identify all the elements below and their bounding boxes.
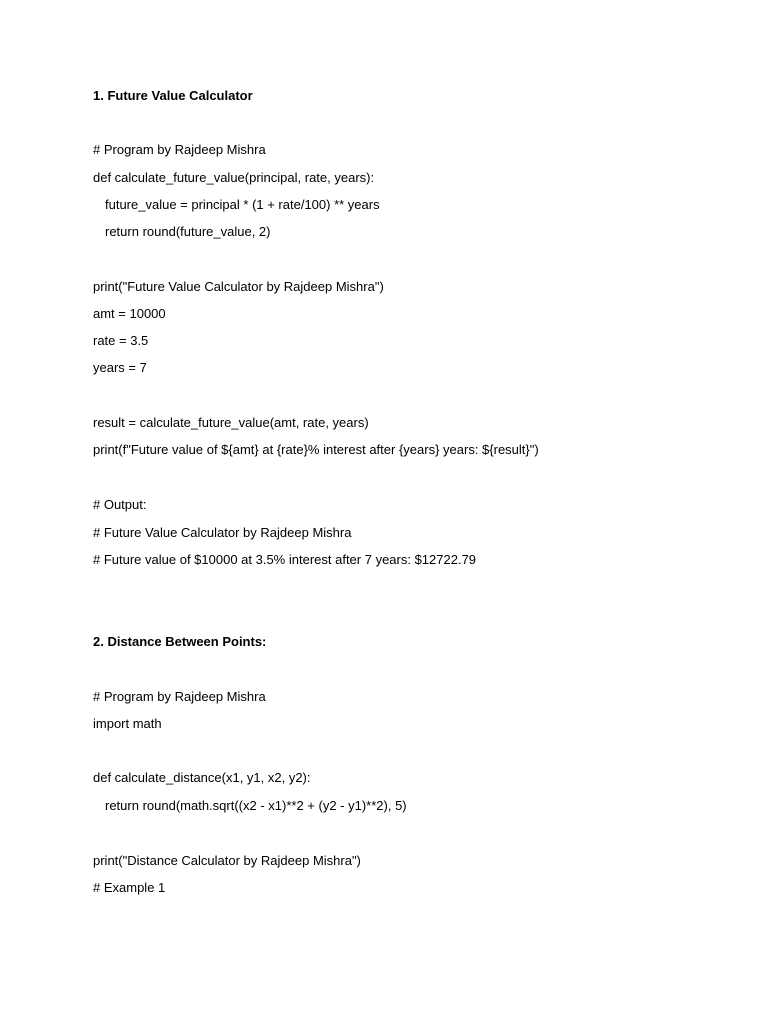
code-comment-author-2: # Program by Rajdeep Mishra: [93, 689, 266, 704]
code-future-value-formula: future_value = principal * (1 + rate/100) ** years: [105, 197, 380, 212]
code-example-comment: # Example 1: [93, 880, 166, 895]
code-years-assignment: years = 7: [93, 360, 147, 375]
code-output-line-1: # Future Value Calculator by Rajdeep Mishra: [93, 525, 352, 540]
code-distance-return: return round(math.sqrt((x2 - x1)**2 + (y2 - y1)**2), 5): [105, 798, 407, 813]
section-2-heading: 2. Distance Between Points:: [93, 634, 267, 649]
code-function-def: def calculate_future_value(principal, rate, years):: [93, 170, 375, 185]
code-import-math: import math: [93, 716, 162, 731]
code-amt-assignment: amt = 10000: [93, 306, 166, 321]
code-output-line-2: # Future value of $10000 at 3.5% interest after 7 years: $12722.79: [93, 552, 477, 567]
code-rate-assignment: rate = 3.5: [93, 333, 149, 348]
code-output-comment: # Output:: [93, 497, 147, 512]
code-return-statement: return round(future_value, 2): [105, 224, 271, 239]
code-distance-function-def: def calculate_distance(x1, y1, x2, y2):: [93, 770, 311, 785]
code-comment-author: # Program by Rajdeep Mishra: [93, 142, 266, 157]
code-print-title: print("Future Value Calculator by Rajdeep Mishra"): [93, 279, 384, 294]
code-print-distance-title: print("Distance Calculator by Rajdeep Mishra"): [93, 853, 361, 868]
section-1-heading: 1. Future Value Calculator: [93, 88, 253, 103]
code-print-result: print(f"Future value of ${amt} at {rate}% interest after {years} years: ${result}"): [93, 442, 539, 457]
code-result-assignment: result = calculate_future_value(amt, rate, years): [93, 415, 369, 430]
